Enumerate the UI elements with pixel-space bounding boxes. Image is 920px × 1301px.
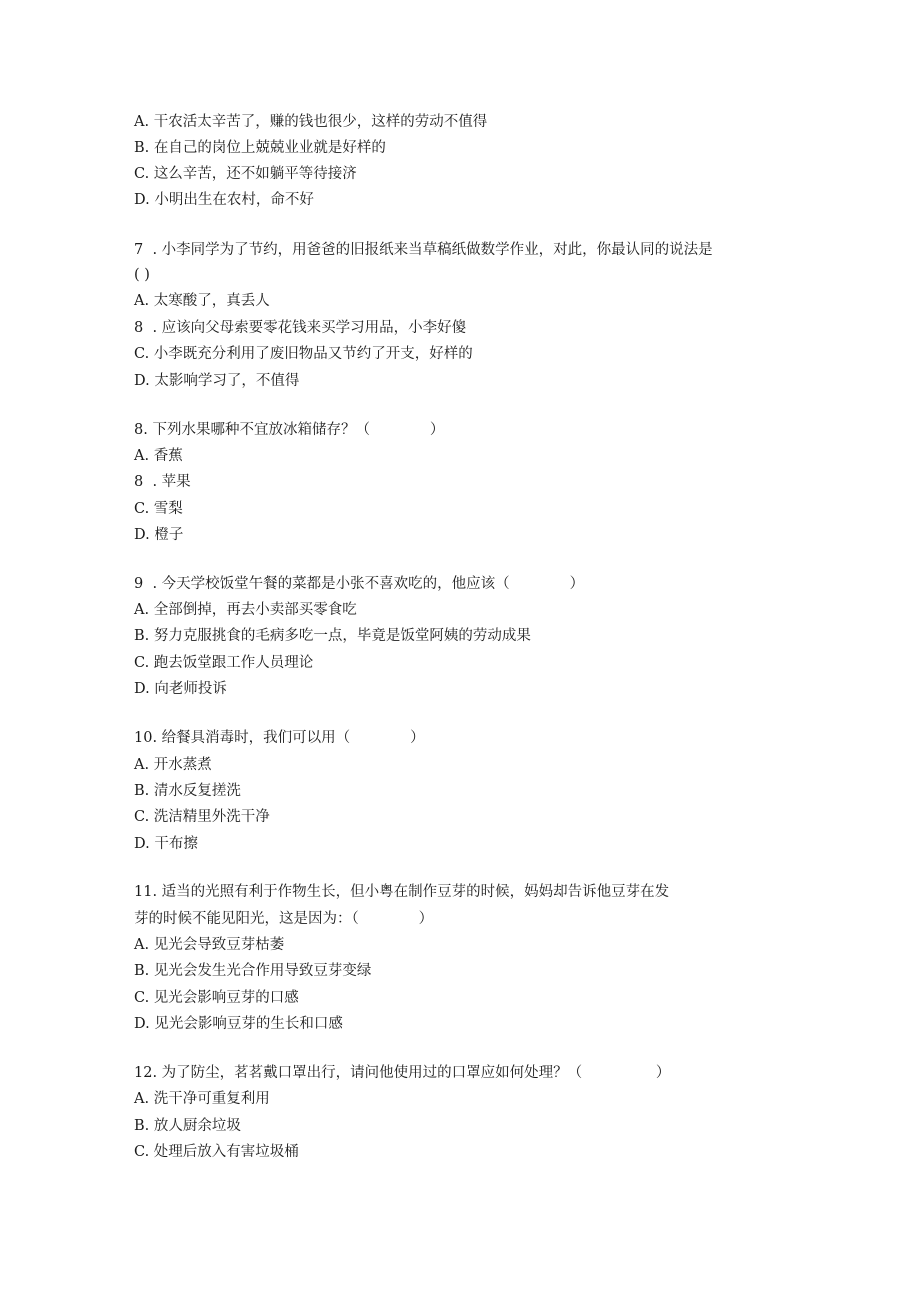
option-line: B. 见光会发生光合作用导致豆芽变绿 [134,963,372,979]
option-line: D. 见光会影响豆芽的生长和口感 [134,1016,343,1032]
option-line: C. 洗洁精里外洗干净 [134,809,270,825]
option-line: C. 跑去饭堂跟工作人员理论 [134,655,314,671]
question-line: 11. 适当的光照有利于作物生长，但小粤在制作豆芽的时候，妈妈却告诉他豆芽在发 [134,884,670,900]
option-line: C. 这么辛苦，还不如躺平等待接济 [134,166,357,182]
option-line: B. 在自己的岗位上兢兢业业就是好样的 [134,140,386,156]
question-line: 12. 为了防尘，茗茗戴口罩出行，请问他使用过的口罩应如何处理？（ ） [134,1065,671,1081]
option-line: A. 洗干净可重复利用 [134,1091,270,1107]
option-line: D. 干布擦 [134,836,198,852]
question-line: 8. 下列水果哪种不宜放冰箱储存？（ ） [134,422,445,438]
option-line: A. 干农活太辛苦了，赚的钱也很少，这样的劳动不值得 [134,114,488,130]
question-line: 9 . 今天学校饭堂午餐的菜都是小张不喜欢吃的，他应该（ ） [134,576,585,592]
option-line: C. 处理后放入有害垃圾桶 [134,1144,299,1160]
question-line: 10. 给餐具消毒时，我们可以用（ ） [134,730,425,746]
option-line: D. 太影响学习了，不值得 [134,373,300,389]
option-line: D. 向老师投诉 [134,681,227,697]
option-line: D. 小明出生在农村，命不好 [134,192,314,208]
option-line: B. 放人厨余垃圾 [134,1118,241,1134]
option-line: A. 香蕉 [134,448,183,464]
option-line: C. 小李既充分利用了废旧物品又节约了开支，好样的 [134,346,473,362]
option-line: C. 见光会影响豆芽的口感 [134,990,299,1006]
option-line: A. 全部倒掉，再去小卖部买零食吃 [134,602,357,618]
option-line: 8 . 应该向父母索要零花钱来买学习用品，小李好傻 [134,320,467,336]
option-line: A. 开水蒸煮 [134,757,212,773]
option-line: A. 见光会导致豆芽枯萎 [134,937,285,953]
option-line: C. 雪梨 [134,501,183,517]
question-line: 芽的时候不能见阳光，这是因为：（ ） [134,911,434,927]
option-line: D. 橙子 [134,527,184,543]
question-line: 7 . 小李同学为了节约，用爸爸的旧报纸来当草稿纸做数学作业，对此，你最认同的说法是 [134,242,713,258]
option-line: B. 努力克服挑食的毛病多吃一点，毕竟是饭堂阿姨的劳动成果 [134,628,531,644]
option-line: 8 . 苹果 [134,474,191,490]
option-line: A. 太寒酸了，真丢人 [134,293,270,309]
option-line: B. 清水反复搓洗 [134,783,241,799]
question-line: ( ) [134,267,150,283]
